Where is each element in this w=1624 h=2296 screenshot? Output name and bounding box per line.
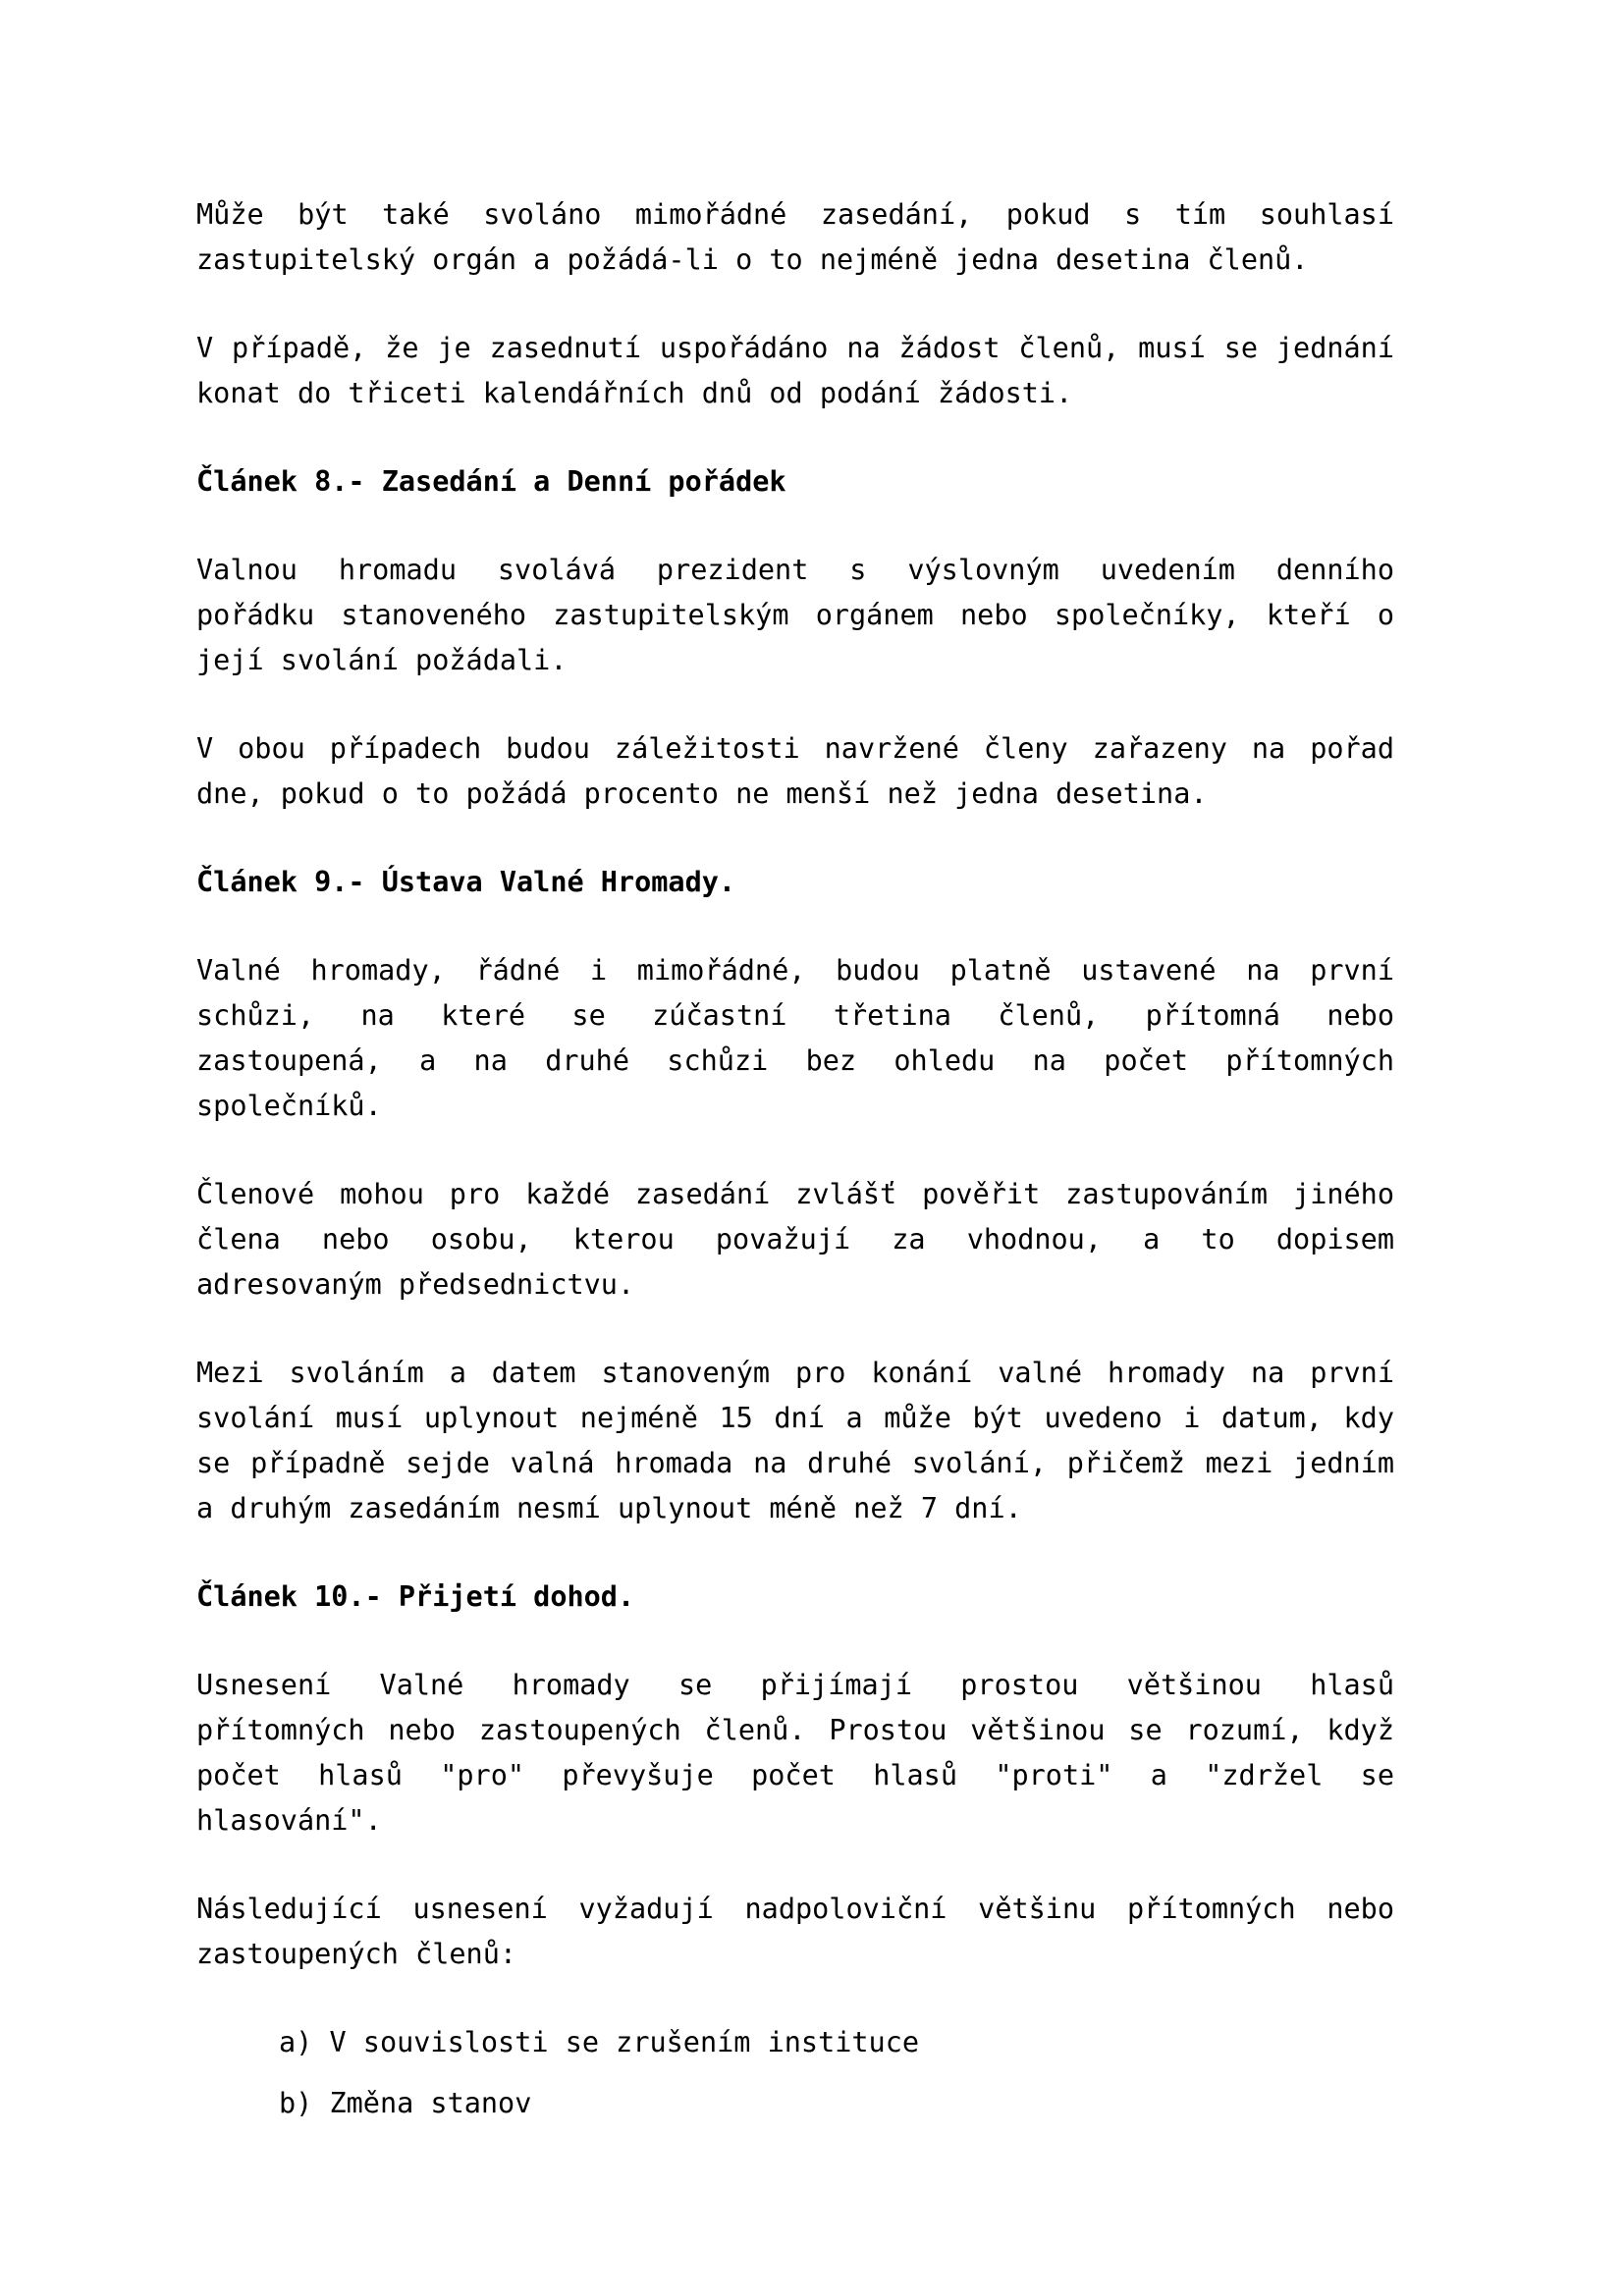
text-line: Následující usnesení vyžadují nadpoloviční většinu přítomných nebo [196, 1893, 1394, 1925]
section-heading-article-8: Článek 8.- Zasedání a Denní pořádek [196, 465, 786, 498]
text-line: adresovaným předsednictvu. [196, 1268, 635, 1301]
paragraph [196, 192, 1394, 283]
paragraph [196, 1663, 1394, 1843]
text-line: člena nebo osobu, kterou považují za vhodnou, a to dopisem [196, 1223, 1394, 1255]
text-line: Valnou hromadu svolává prezident s výslovným uvedením denního [196, 554, 1394, 586]
text-line: svolání musí uplynout nejméně 15 dní a může být uvedeno i datum, kdy [196, 1402, 1394, 1434]
text-line: Mezi svoláním a datem stanoveným pro konání valné hromady na první [196, 1357, 1394, 1389]
text-line: V případě, že je zasednutí uspořádáno na žádost členů, musí se jednání [196, 332, 1394, 364]
list-item: a) V souvislosti se zrušením instituce [279, 2026, 920, 2058]
list-item: b) Změna stanov [279, 2087, 532, 2119]
text-line: přítomných nebo zastoupených členů. Prostou většinou se rozumí, když [196, 1714, 1394, 1746]
document-content [196, 192, 1394, 2169]
text-line: zastoupená, a na druhé schůzi bez ohledu na počet přítomných [196, 1044, 1394, 1077]
text-line: se případně sejde valná hromada na druhé svolání, přičemž mezi jedním [196, 1447, 1394, 1479]
paragraph [196, 948, 1394, 1129]
text-line: její svolání požádali. [196, 644, 568, 676]
paragraph [196, 1887, 1394, 1977]
text-line: Může být také svoláno mimořádné zasedání, pokud s tím souhlasí [196, 198, 1394, 231]
text-line: zastupitelský orgán a požádá-li o to nejméně jedna desetina členů. [196, 243, 1309, 276]
text-line: V obou případech budou záležitosti navržené členy zařazeny na pořad [196, 732, 1394, 765]
text-line: hlasování". [196, 1804, 382, 1837]
text-line: Usnesení Valné hromady se přijímají prostou většinou hlasů [196, 1669, 1394, 1701]
text-line: zastoupených členů: [196, 1938, 517, 1970]
section-heading-article-10: Článek 10.- Přijetí dohod. [196, 1580, 635, 1613]
ordered-list [196, 2020, 1394, 2126]
paragraph [196, 1351, 1394, 1531]
text-line: Valné hromady, řádné i mimořádné, budou platně ustavené na první [196, 954, 1394, 987]
text-line: společníků. [196, 1090, 382, 1122]
text-line: Členové mohou pro každé zasedání zvlášť pověřit zastupováním jiného [196, 1178, 1394, 1210]
paragraph [196, 1172, 1394, 1308]
paragraph [196, 726, 1394, 817]
paragraph [196, 326, 1394, 416]
text-line: počet hlasů "pro" převyšuje počet hlasů "proti" a "zdržel se [196, 1759, 1394, 1791]
text-line: schůzi, na které se zúčastní třetina členů, přítomná nebo [196, 999, 1394, 1032]
text-line: pořádku stanoveného zastupitelským orgánem nebo společníky, kteří o [196, 599, 1394, 631]
section-heading-article-9: Článek 9.- Ústava Valné Hromady. [196, 866, 736, 898]
paragraph [196, 548, 1394, 683]
text-line: dne, pokud o to požádá procento ne menší než jedna desetina. [196, 777, 1208, 810]
text-line: a druhým zasedáním nesmí uplynout méně než 7 dní. [196, 1492, 1022, 1524]
text-line: konat do třiceti kalendářních dnů od podání žádosti. [196, 377, 1073, 409]
